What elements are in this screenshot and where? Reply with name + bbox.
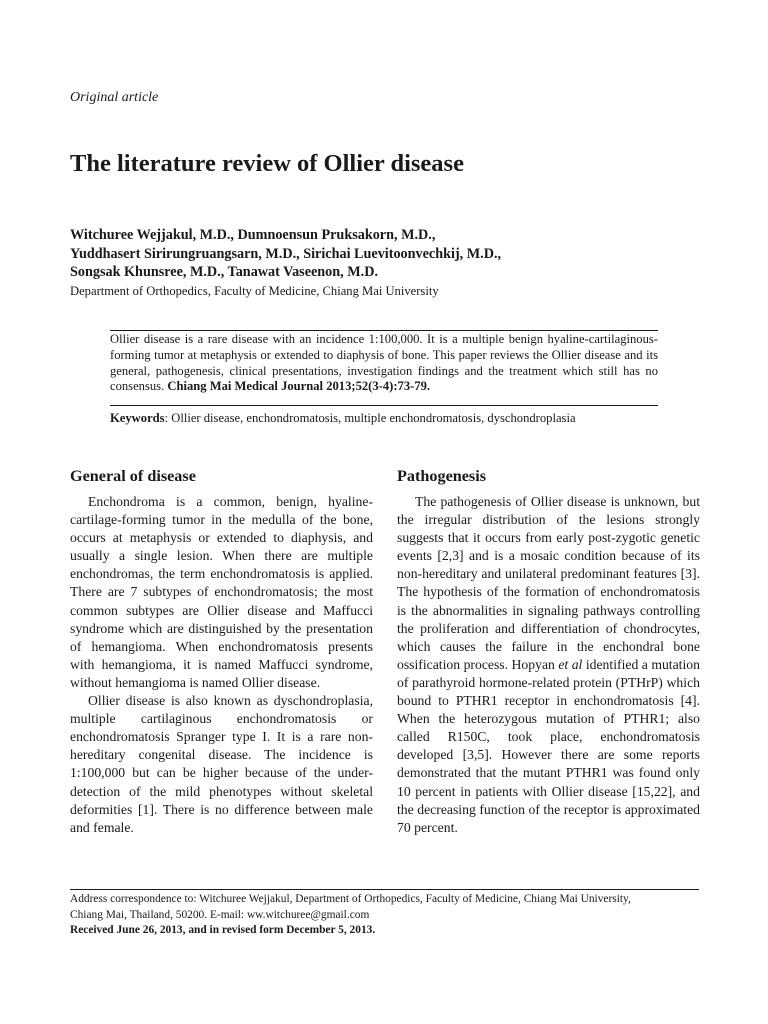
abstract-bottom-rule bbox=[110, 405, 658, 406]
article-type-label: Original article bbox=[70, 90, 159, 105]
section-heading-pathogenesis: Pathogenesis bbox=[397, 467, 487, 485]
abstract-text: Ollier disease is a rare disease with an incidence 1:100,000. It is a multiple benign hyaline-cartilaginous-forming tumor at metaphysis or extended to diaphysis of bone. This paper reviews the Ollier disease and its general, pathogenesis, clinical presentations, investigation findings and the treatment which still has no consensus. bbox=[110, 332, 658, 394]
left-column bbox=[70, 466, 373, 837]
author-list bbox=[70, 226, 501, 282]
correspondence-line: Address correspondence to: Witchuree Wejjakul, Department of Orthopedics, Faculty of Medicine, Chiang Mai University, bbox=[70, 893, 631, 905]
keywords-label: Keywords bbox=[110, 411, 165, 425]
abstract-top-rule bbox=[110, 330, 658, 331]
paragraph-text: The pathogenesis of Ollier disease is unknown, but the irregular distribution of the lesions strongly suggests that it occurs from early post-zygotic genetic events [2,3] and is a mosaic condition because of its non-hereditary and unilateral predominant features [3]. The hypothesis of the formation of enchondromatosis is the abnormalities in signaling pathways controlling the proliferation and differentiation of chondrocytes, which causes the failure in the enchondral bone ossification process. Hopyan bbox=[397, 494, 700, 672]
received-dates: Received June 26, 2013, and in revised form December 5, 2013. bbox=[70, 924, 376, 937]
correspondence-line: Chiang Mai, Thailand, 50200. E-mail: ww.witchuree@gmail.com bbox=[70, 908, 370, 921]
paragraph-text: identified a mutation of parathyroid hormone-related protein (PTHrP) which bound to PTHR1 receptor in enchondromatosis [4]. When the heterozygous mutation of PTHR1; also called R150C, took place, enchondromatosis developed [3,5]. However there are some reports demonstrated that the mutant PTHR1 was found only 10 percent in patients with Ollier disease [15,22], and the decreasing function of the receptor is approximated 70 percent. bbox=[397, 656, 700, 835]
section-heading-general: General of disease bbox=[70, 467, 196, 485]
author-line: Songsak Khunsree, M.D., Tanawat Vaseenon, M.D. bbox=[70, 264, 378, 280]
abstract-block bbox=[110, 332, 658, 395]
footer-rule bbox=[70, 889, 699, 890]
journal-citation: Chiang Mai Medical Journal 2013;52(3-4):73-79. bbox=[167, 379, 431, 394]
affiliation: Department of Orthopedics, Faculty of Medicine, Chiang Mai University bbox=[70, 284, 439, 298]
body-paragraph: Ollier disease is also known as dyschondroplasia, multiple cartilaginous enchondromatosis or enchondromatosis Spranger type I. It is a rare non-hereditary congenital disease. The incidence is 1:100,000 but can be higher because of the under-detection of the mild phenotypes without skeletal deformities [1]. There is no difference between male and female. bbox=[70, 693, 373, 835]
body-paragraph bbox=[397, 493, 700, 837]
keywords-line bbox=[110, 411, 576, 426]
right-column bbox=[397, 466, 700, 837]
italic-text: et al bbox=[558, 656, 583, 672]
author-line: Witchuree Wejjakul, M.D., Dumnoensun Pruksakorn, M.D., bbox=[70, 227, 436, 243]
received-line bbox=[70, 923, 699, 939]
footer-notes bbox=[70, 892, 699, 939]
article-title: The literature review of Ollier disease bbox=[70, 150, 464, 177]
body-paragraph: Enchondroma is a common, benign, hyaline-cartilage-forming tumor in the medulla of the bone, occurs at metaphysis or extended to diaphysis, and usually a single lesion. When there are multiple enchondromas, the term enchondromatosis is applied. There are 7 subtypes of enchondromatosis; the most common subtypes are Ollier disease and Maffucci syndrome which are distinguished by the presentation of hemangioma. When enchondromatosis presents with hemangioma, it is named Maffucci syndrome, without hemangioma is named Ollier disease. bbox=[70, 494, 373, 690]
keywords-text: : Ollier disease, enchondromatosis, multiple enchondromatosis, dyschondroplasia bbox=[164, 411, 576, 425]
author-line: Yuddhasert Sirirungruangsarn, M.D., Sirichai Luevitoonvechkij, M.D., bbox=[70, 245, 502, 262]
